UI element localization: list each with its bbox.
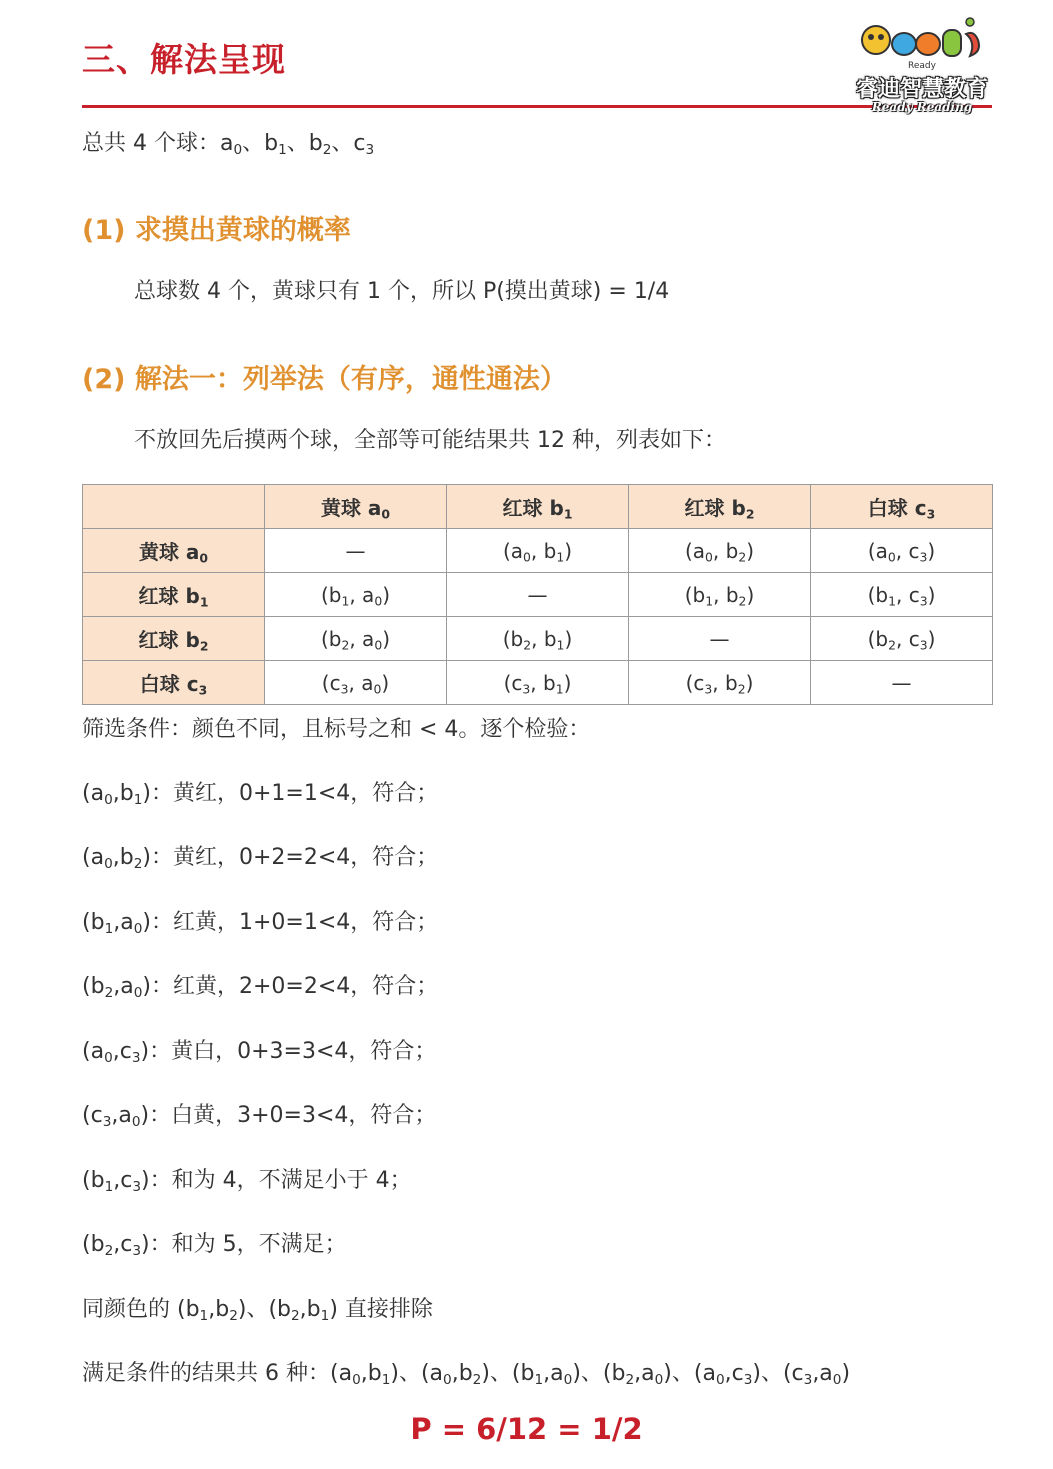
row-header-cell: 红球 $b_1$: [83, 573, 265, 617]
table-cell: ($b_2$, $b_1$): [447, 617, 629, 661]
table-cell: ($c_3$, $b_2$): [629, 661, 811, 705]
section-2-heading: (2) 解法一：列举法（有序，通性通法）: [82, 364, 567, 395]
logo-brand-text: 睿迪智慧教育: [855, 77, 988, 102]
table-cell: ($c_3$, $b_1$): [447, 661, 629, 705]
check-line: $(b_1,c_3)$：和为 4，不满足小于 4；: [82, 1168, 412, 1195]
check-line: $(b_2,a_0)$：红黄，2+0=2<4，符合；: [82, 974, 439, 1001]
table-cell: ($b_1$, $a_0$): [265, 573, 447, 617]
table-cell: ($a_0$, $b_1$): [447, 529, 629, 573]
table-header-cell: 白球 $c_3$: [811, 485, 993, 529]
row-header-cell: 白球 $c_3$: [83, 661, 265, 705]
check-line: $(a_0,c_3)$：黄白，0+3=3<4，符合；: [82, 1039, 437, 1066]
table-header-cell: 红球 $b_1$: [447, 485, 629, 529]
row-header-cell: 红球 $b_2$: [83, 617, 265, 661]
table-header-cell: 红球 $b_2$: [629, 485, 811, 529]
section-2-text: 不放回先后摸两个球，全部等可能结果共 12 种，列表如下：: [134, 428, 726, 453]
logo-word: Ready: [908, 61, 936, 71]
ready-logo-icon: [842, 10, 1002, 72]
table-cell: ($b_1$, $c_3$): [811, 573, 993, 617]
exclude-line: 同颜色的 $(b_1,b_2)$、$(b_2,b_1)$ 直接排除: [82, 1297, 433, 1324]
table-cell: —: [629, 617, 811, 661]
probability-result: P = 6/12 = 1/2: [410, 1412, 643, 1446]
table-cell: ($a_0$, $b_2$): [629, 529, 811, 573]
table-cell: ($a_0$, $c_3$): [811, 529, 993, 573]
filter-condition: 筛选条件：颜色不同，且标号之和 < 4。逐个检验：: [82, 717, 591, 742]
table-row: [83, 661, 993, 705]
section-1-heading: (1) 求摸出黄球的概率: [82, 215, 351, 246]
table-cell: —: [265, 529, 447, 573]
table-cell: —: [447, 573, 629, 617]
table-cell: ($b_2$, $c_3$): [811, 617, 993, 661]
intro-line: 总共 4 个球：$a_0$、$b_1$、$b_2$、$c_3$: [82, 131, 375, 158]
check-line: $(a_0,b_1)$：黄红，0+1=1<4，符合；: [82, 781, 439, 808]
row-header-cell: 黄球 $a_0$: [83, 529, 265, 573]
logo-subtitle: Ready Reading: [871, 100, 973, 114]
table-header-cell: 黄球 $a_0$: [265, 485, 447, 529]
table-row: [83, 617, 993, 661]
outcome-table: [82, 484, 993, 705]
table-row: [83, 573, 993, 617]
table-cell: —: [811, 661, 993, 705]
page-title: 三、解法呈现: [82, 40, 286, 79]
ready-logo: [842, 10, 1002, 120]
summary-line: 满足条件的结果共 6 种：$(a_0,b_1)$、$(a_0,b_2)$、$(b_1,a_0)$、$(b_2,a_0)$、$(a_0,c_3)$、$(c_3,a_0)$: [82, 1361, 851, 1388]
table-cell: ($c_3$, $a_0$): [265, 661, 447, 705]
check-line: $(a_0,b_2)$：黄红，0+2=2<4，符合；: [82, 845, 439, 872]
check-line: $(c_3,a_0)$：白黄，3+0=3<4，符合；: [82, 1103, 437, 1130]
table-header-cell: [83, 485, 265, 529]
table-cell: ($b_2$, $a_0$): [265, 617, 447, 661]
table-row: [83, 529, 993, 573]
table-cell: ($b_1$, $b_2$): [629, 573, 811, 617]
table-header-row: [83, 485, 993, 529]
check-line: $(b_1,a_0)$：红黄，1+0=1<4，符合；: [82, 910, 439, 937]
check-line: $(b_2,c_3)$：和为 5，不满足；: [82, 1232, 347, 1259]
section-1-text: 总球数 4 个，黄球只有 1 个，所以 P(摸出黄球) = 1/4: [134, 279, 670, 304]
